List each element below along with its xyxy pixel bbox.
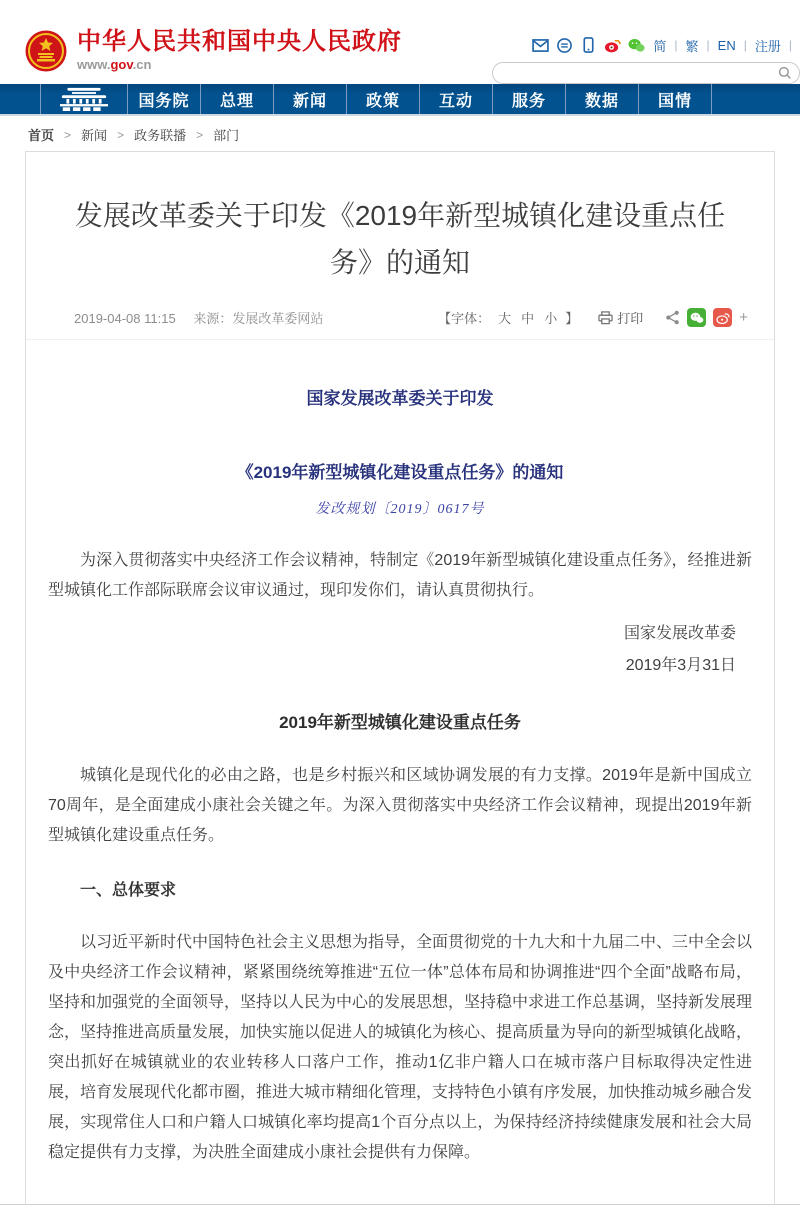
nav-home-tiananmen-icon[interactable] [40, 84, 127, 114]
search-bar [492, 62, 800, 84]
page-title: 发展改革委关于印发《2019年新型城镇化建设重点任务》的通知 [74, 200, 726, 278]
share-group [665, 308, 748, 327]
lang-traditional-link[interactable]: 繁 [685, 38, 699, 54]
print-label: 打印 [617, 311, 644, 326]
share-wechat-button[interactable] [687, 308, 706, 327]
share-icon[interactable] [665, 310, 680, 325]
main-nav [0, 84, 800, 116]
font-size-medium-button[interactable]: 中 [521, 311, 535, 326]
breadcrumb-separator: > [196, 127, 204, 142]
wechat-icon[interactable] [628, 37, 645, 54]
document-body [26, 384, 774, 1204]
site-logo[interactable] [25, 29, 402, 72]
printer-icon [598, 311, 613, 325]
source-label: 来源： [193, 311, 233, 326]
article-meta [74, 308, 323, 327]
lang-simplified-link[interactable]: 简 [653, 38, 667, 54]
breadcrumb-separator: > [64, 127, 72, 142]
national-emblem-icon [25, 30, 67, 72]
search-icon[interactable] [776, 65, 793, 82]
article-container [25, 151, 775, 1204]
article-tools [438, 308, 748, 327]
nav-item-services[interactable]: 服务 [492, 84, 565, 114]
register-link[interactable]: 注册 [754, 38, 781, 54]
publish-date: 2019-04-08 11:15 [74, 311, 176, 326]
print-button[interactable] [598, 308, 643, 327]
breadcrumb-gov-broadcast[interactable]: 政务联播 [134, 128, 187, 143]
email-icon[interactable] [532, 37, 549, 54]
weibo-icon[interactable] [604, 37, 621, 54]
separator: | [788, 38, 792, 52]
nav-item-interaction[interactable]: 互动 [419, 84, 492, 114]
rss-circle-icon[interactable] [556, 37, 573, 54]
nav-item-state-council[interactable]: 国务院 [127, 84, 200, 114]
header-right [492, 36, 792, 84]
share-weibo-button[interactable] [713, 308, 732, 327]
site-header [0, 0, 800, 84]
section-1-title: 一、总体要求 [80, 882, 177, 899]
doc-title: 2019年新型城镇化建设重点任务 [279, 713, 521, 732]
search-input[interactable] [503, 64, 776, 82]
paragraph-intro: 城镇化是现代化的必由之路，也是乡村振兴和区域协调发展的有力支撑。2019年是新中国成立70周年，是全面建成小康社会关键之年。为深入贯彻落实中央经济工作会议精神，现提出2019年新型城镇化建设重点任务。 [48, 767, 752, 844]
site-url: www.gov.cn [77, 57, 152, 72]
font-label-close: 】 [565, 311, 579, 326]
breadcrumb-news[interactable]: 新闻 [81, 128, 108, 143]
logo-text [77, 29, 402, 72]
separator: | [706, 38, 710, 52]
paragraph-notice: 为深入贯彻落实中央经济工作会议精神，特制定《2019年新型城镇化建设重点任务》，经推进新型城镇化工作部际联席会议审议通过，现印发你们，请认真贯彻执行。 [48, 552, 752, 599]
nav-left-spacer [0, 84, 40, 114]
nav-item-news[interactable]: 新闻 [273, 84, 346, 114]
nav-item-data[interactable]: 数据 [565, 84, 638, 114]
doc-header-line2: 《2019年新型城镇化建设重点任务》的通知 [236, 463, 564, 482]
source-name[interactable]: 发展改革委网站 [232, 311, 324, 326]
doc-number: 发改规划〔2019〕0617号 [315, 502, 485, 517]
nav-right-spacer [711, 84, 800, 114]
article-meta-row [26, 308, 774, 340]
lang-english-link[interactable]: EN [717, 37, 736, 53]
nav-item-premier[interactable]: 总理 [200, 84, 273, 114]
quick-links-row [492, 36, 792, 54]
font-label-open: 【字体： [438, 311, 491, 326]
more-share-button[interactable]: + [739, 309, 748, 326]
doc-header-line1: 国家发展改革委关于印发 [306, 389, 494, 408]
paragraph-overall-requirements: 以习近平新时代中国特色社会主义思想为指导，全面贯彻党的十九大和十九届二中、三中全会以及中央经济工作会议精神，紧紧围绕统筹推进“五位一体”总体布局和协调推进“四个全面”战略布局，坚持和加强党的全面领导，坚持以人民为中心的发展思想，坚持稳中求进工作总基调，坚持新发展理念，坚持推进高质量发展，加快实施以促进人的城镇化为核心、提高质量为导向的新型城镇化战略，突出抓好在城镇就业的农业转移人口落户工作，推动1亿非户籍人口在城市落户目标取得决定性进展，培育发展现代化都市圈，推进大城市精细化管理，支持特色小镇有序发展，加快推动城乡融合发展，实现常住人口和户籍人口城镇化率均提高1个百分点以上，为保持经济持续健康发展和社会大局稳定提供有力支撑，为决胜全面建成小康社会提供有力保障。 [48, 934, 753, 1161]
font-size-small-button[interactable]: 小 [544, 311, 558, 326]
font-size-large-button[interactable]: 大 [498, 311, 512, 326]
site-title: 中华人民共和国中央人民政府 [77, 28, 402, 55]
separator: | [674, 38, 678, 52]
footer-divider [0, 1204, 800, 1213]
nav-item-national[interactable]: 国情 [638, 84, 711, 114]
signature-date: 2019年3月31日 [625, 657, 736, 674]
nav-item-policy[interactable]: 政策 [346, 84, 419, 114]
mobile-icon[interactable] [580, 37, 597, 54]
breadcrumb-departments: 部门 [213, 128, 240, 143]
signature-block [48, 618, 752, 682]
separator: | [743, 38, 747, 52]
signature-org: 国家发展改革委 [623, 625, 736, 642]
breadcrumb-home[interactable]: 首页 [28, 128, 55, 143]
breadcrumb [28, 125, 800, 144]
breadcrumb-separator: > [117, 127, 125, 142]
